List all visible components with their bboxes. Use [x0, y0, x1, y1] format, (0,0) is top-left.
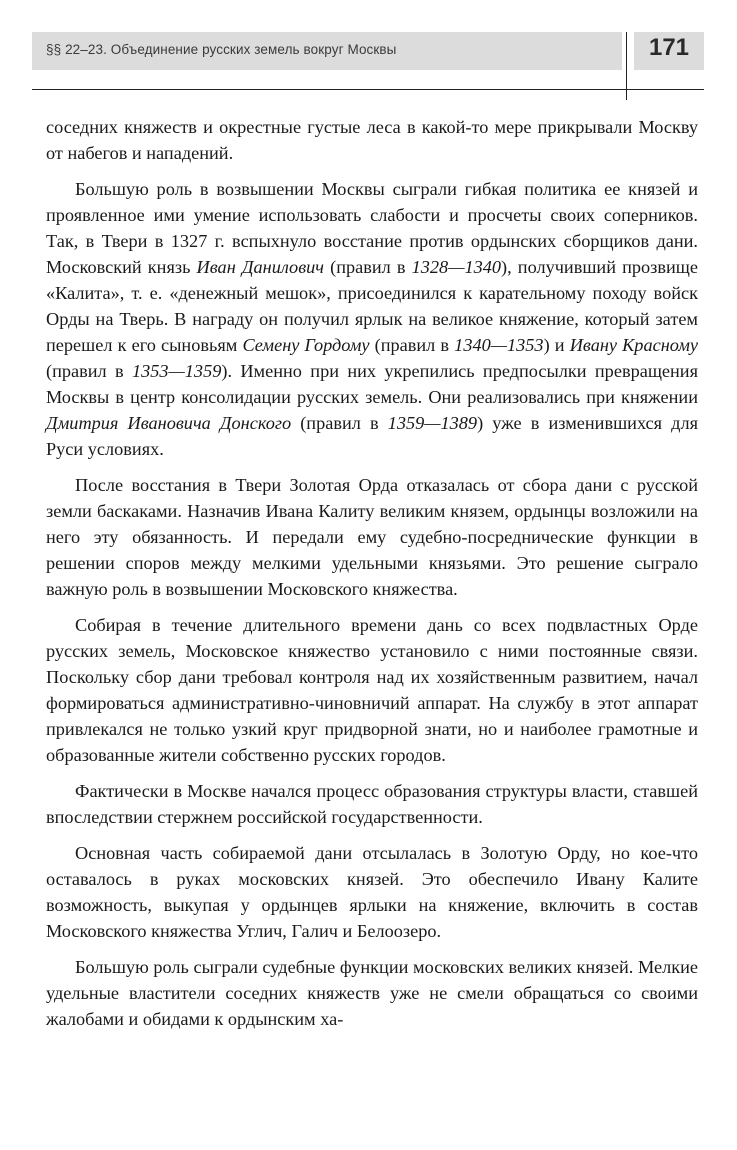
header-vertical-divider	[626, 32, 627, 100]
italic-run: Иван Данилович	[196, 257, 324, 277]
text-run: ), получивший прозвище «Калита», т. е. «денежный мешок», присоединился к карательному походу войск Орды на Тверь. В награду он получил ярлык на великое княжение, который затем перешел к его сыновьям	[46, 257, 698, 355]
italic-run: Ивану Красному	[569, 335, 698, 355]
paragraph	[46, 778, 698, 830]
text-run: Основная часть собираемой дани отсылалась в Золотую Орду, но кое-что оставалось в руках московских князей. Это обеспечило Ивану Калите возможность, выкупая у ордынцев ярлыки на княжение, включить в состав Московского княжества Углич, Галич и Белоозеро.	[46, 843, 698, 941]
text-run: ). Именно при них укрепились предпосылки превращения Москвы в центр консолидации русских земель. Они реализовались при княжении	[46, 361, 698, 407]
page-number: 171	[648, 34, 690, 61]
paragraph	[46, 612, 698, 768]
paragraph	[46, 114, 698, 166]
paragraph	[46, 840, 698, 944]
text-run: Фактически в Москве начался процесс образования структуры власти, ставшей впоследствии стержнем российской государственности.	[46, 781, 698, 827]
paragraph	[46, 176, 698, 462]
text-run: Собирая в течение длительного времени дань со всех подвластных Орде русских земель, Московское княжество установило с ними постоянные связи. Поскольку сбор дани требовал контроля над их хозяйственным развитием, начал формироваться административно-чиновничий аппарат. На службу в этот аппарат привлекался не только узкий круг придворной знати, но и наиболее грамотные и образованные жители собственно русских городов.	[46, 615, 698, 765]
italic-run: 1328—1340	[411, 257, 502, 277]
text-run: Большую роль в возвышении Москвы сыграли гибкая политика ее князей и проявленное ими умение использовать слабости и просчеты своих соперников. Так, в Твери в 1327 г. вспыхнуло восстание против ордынских сборщиков дани. Московский князь	[46, 179, 698, 277]
italic-run: 1359—1389	[387, 413, 478, 433]
text-run: После восстания в Твери Золотая Орда отказалась от сбора дани с русской земли баскаками. Назначив Ивана Калиту великим князем, ордынцы возложили на него эту обязанность. И передали ему судебно-посреднические функции в решении споров между мелкими удельными князьями. Это решение сыграло важную роль в возвышении Московского княжества.	[46, 475, 698, 599]
italic-run: Семену Гордому	[242, 335, 370, 355]
text-run: ) и	[543, 335, 570, 355]
text-run: (правил в	[291, 413, 388, 433]
header-divider	[32, 89, 704, 90]
text-run: соседних княжеств и окрестные густые леса в какой-то мере прикрывали Москву от набегов и нападений.	[46, 117, 698, 163]
text-run: (правил в	[369, 335, 455, 355]
italic-run: 1340—1353	[454, 335, 544, 355]
running-header-title: §§ 22–23. Объединение русских земель вокруг Москвы	[46, 42, 397, 57]
text-run: (правил в	[46, 361, 132, 381]
paragraph	[46, 954, 698, 1032]
text-run: Большую роль сыграли судебные функции московских великих князей. Мелкие удельные властители соседних княжеств уже не смели обращаться со своими жалобами и обидами к ордынским ха-	[46, 957, 698, 1029]
text-run: ) уже в изменившихся для Руси условиях.	[46, 413, 698, 459]
body-text	[46, 114, 698, 1032]
paragraph	[46, 472, 698, 602]
italic-run: Дмитрия Ивановича Донского	[46, 413, 292, 433]
italic-run: 1353—1359	[131, 361, 222, 381]
text-run: (правил в	[324, 257, 412, 277]
